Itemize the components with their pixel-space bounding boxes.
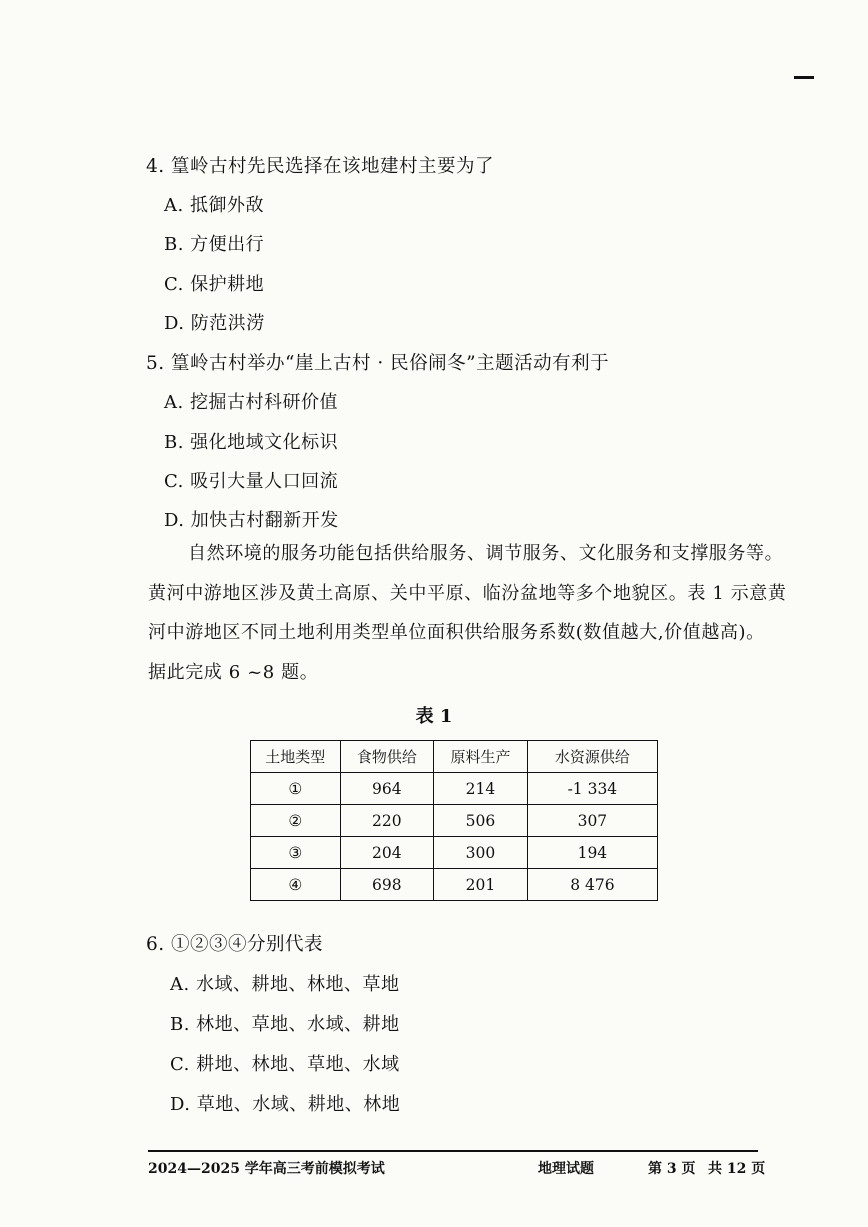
question-6-stem: 6. ①②③④分别代表: [146, 934, 324, 955]
table-cell: 698: [340, 869, 434, 901]
question-6-option-d: D. 草地、水域、耕地、林地: [170, 1094, 401, 1115]
question-6-option-b: B. 林地、草地、水域、耕地: [170, 1014, 400, 1035]
question-4-stem: 4. 篁岭古村先民选择在该地建村主要为了: [146, 156, 495, 177]
passage-line: 自然环境的服务功能包括供给服务、调节服务、文化服务和支撑服务等。: [188, 543, 784, 564]
table-row: [251, 773, 658, 805]
table-cell: 964: [340, 773, 434, 805]
question-5-option-b: B. 强化地域文化标识: [164, 432, 339, 453]
footer-divider: [148, 1150, 758, 1152]
table-header-row: [251, 741, 658, 773]
table-cell: ①: [251, 773, 341, 805]
question-4-option-b: B. 方便出行: [164, 234, 265, 255]
table-cell: 201: [434, 869, 528, 901]
question-5-stem: 5. 篁岭古村举办“崖上古村 · 民俗闹冬”主题活动有利于: [146, 353, 610, 374]
table-cell: 307: [527, 805, 657, 837]
question-5-option-a: A. 挖掘古村科研价值: [164, 392, 338, 413]
corner-mark: [794, 76, 814, 79]
footer-exam-name: 2024—2025 学年高三考前模拟考试: [148, 1161, 385, 1177]
passage-line: 黄河中游地区涉及黄土高原、关中平原、临汾盆地等多个地貌区。表 1 示意黄: [148, 582, 787, 604]
table-cell: 204: [340, 837, 434, 869]
table-cell: 300: [434, 837, 528, 869]
table-cell: 214: [434, 773, 528, 805]
table-cell: 506: [434, 805, 528, 837]
question-5-option-c: C. 吸引大量人口回流: [164, 471, 339, 492]
table-header-cell: 食物供给: [340, 741, 434, 773]
table-row: [251, 837, 658, 869]
question-4-option-c: C. 保护耕地: [164, 274, 265, 295]
question-4-option-a: A. 抵御外敌: [164, 195, 264, 216]
passage-line: 据此完成 6 ~8 题。: [148, 661, 319, 683]
passage: [148, 534, 787, 692]
passage-line: 河中游地区不同土地利用类型单位面积供给服务系数(数值越大,价值越高)。: [148, 622, 765, 643]
table-header-cell: 原料生产: [434, 741, 528, 773]
table-cell: 194: [527, 837, 657, 869]
table-cell: 8 476: [527, 869, 657, 901]
footer-total-pages: 共 12 页: [708, 1161, 766, 1177]
table-row: [251, 869, 658, 901]
table-cell: ③: [251, 837, 341, 869]
table-row: [251, 805, 658, 837]
table-cell: 220: [340, 805, 434, 837]
question-6-option-c: C. 耕地、林地、草地、水域: [170, 1054, 400, 1075]
table-header-cell: 水资源供给: [527, 741, 657, 773]
footer-subject: 地理试题: [538, 1161, 594, 1177]
table-header-cell: 土地类型: [251, 741, 341, 773]
table-cell: -1 334: [527, 773, 657, 805]
table-cell: ②: [251, 805, 341, 837]
question-6-option-a: A. 水域、耕地、林地、草地: [170, 974, 400, 995]
table-cell: ④: [251, 869, 341, 901]
question-5-option-d: D. 加快古村翻新开发: [164, 510, 339, 531]
footer-page-number: 第 3 页: [648, 1161, 696, 1177]
table-title: 表 1: [415, 706, 453, 727]
question-4-option-d: D. 防范洪涝: [164, 313, 265, 334]
supply-service-table: [250, 740, 658, 901]
